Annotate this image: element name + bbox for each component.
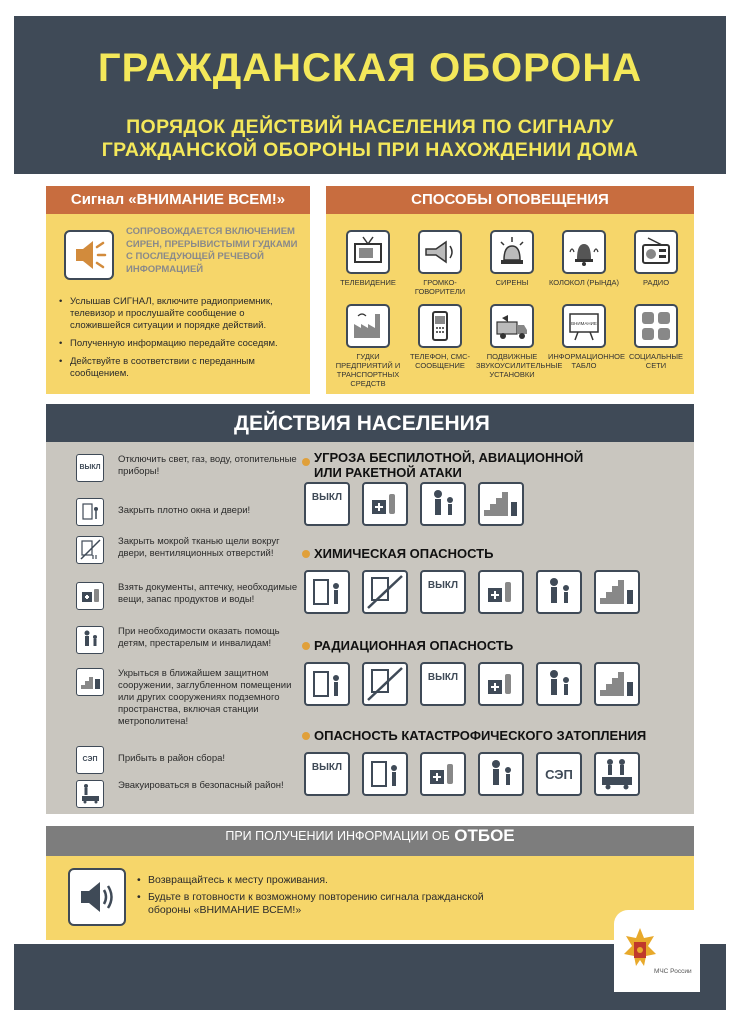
method-radio: [620, 230, 692, 287]
evacuation-icon: [594, 752, 640, 796]
shelter-icon: [594, 662, 640, 706]
threat-icons-flood: [304, 752, 640, 796]
social-icon: [634, 304, 678, 348]
radio-icon: [634, 230, 678, 274]
threat-icons-air-attack: [304, 482, 524, 526]
signal-title: Сигнал «ВНИМАНИЕ ВСЕМ!»: [46, 186, 310, 214]
wet-cloth-icon: [362, 570, 408, 614]
action-text: Закрыть плотно окна и двери!: [118, 505, 251, 516]
method-siren: [476, 230, 548, 287]
shelter-icon: [594, 570, 640, 614]
switch-off-icon: ВЫКЛ: [420, 570, 466, 614]
action-text: Отключить свет, газ, воду, отопительные приборы!: [118, 454, 297, 477]
loudspeaker-icon: [418, 230, 462, 274]
documents-kit-icon: [478, 570, 524, 614]
method-label: РАДИО: [642, 278, 670, 287]
method-social: [620, 304, 692, 370]
switch-off-icon: ВЫКЛ: [304, 482, 350, 526]
documents-kit-icon: [76, 582, 104, 610]
method-label: ГРОМКО-ГОВОРИТЕЛИ: [414, 278, 466, 296]
evacuation-icon: [76, 780, 104, 808]
list-item: • Будьте в готовности к возможному повторению сигнала гражданской обороны «ВНИМАНИЕ ВСЕМ!»: [134, 891, 494, 917]
method-phone: [404, 304, 476, 370]
method-factory: [332, 304, 404, 388]
threat-title-line: ИЛИ РАКЕТНОЙ АТАКИ: [314, 465, 462, 480]
speaker-icon: [64, 230, 114, 280]
list-item: • Действуйте в соответствии с переданным сообщением.: [56, 356, 306, 380]
help-people-icon: [478, 752, 524, 796]
help-people-icon: [536, 662, 582, 706]
page-title: ГРАЖДАНСКАЯ ОБОРОНА: [97, 46, 643, 90]
documents-kit-icon: [478, 662, 524, 706]
action-text: Укрыться в ближайшем защитном сооружении, заглубленном помещении или других сооружениях подземного пространства, включая станции метрополитена!: [118, 668, 292, 727]
switch-off-icon: ВЫКЛ: [304, 752, 350, 796]
factory-icon: [346, 304, 390, 348]
threat-marker: [302, 458, 310, 466]
shelter-icon: [478, 482, 524, 526]
list-item: • Услышав СИГНАЛ, включите радиоприемник, телевизор и прослушайте сообщение о сложившейся ситуации и порядке действий.: [56, 296, 306, 332]
method-label: КОЛОКОЛ (РЫНДА): [549, 278, 619, 287]
signal-instructions: [56, 296, 306, 386]
close-window-icon: [76, 498, 104, 526]
help-people-icon: [536, 570, 582, 614]
threat-icons-chemical: [304, 570, 640, 614]
threat-title-air-attack: [314, 450, 583, 480]
switch-off-icon: ВЫКЛ: [76, 454, 104, 482]
action-text: При необходимости оказать помощь детям, престарелым и инвалидам!: [118, 626, 280, 649]
all-clear-panel: [46, 856, 694, 940]
threat-title-radiation: [314, 638, 513, 653]
method-label: ТЕЛЕФОН, СМС-СООБЩЕНИЕ: [409, 352, 471, 370]
threat-marker: [302, 550, 310, 558]
method-label: ТЕЛЕВИДЕНИЕ: [340, 278, 396, 287]
method-tv: [332, 230, 404, 287]
actions-title: ДЕЙСТВИЯ НАСЕЛЕНИЯ: [234, 412, 490, 435]
action-text: Закрыть мокрой тканью щели вокруг двери, вентиляционных отверстий!: [118, 536, 280, 559]
bell-icon: [562, 230, 606, 274]
notification-methods-panel: [326, 186, 694, 394]
signal-note: СОПРОВОЖДАЕТСЯ ВКЛЮЧЕНИЕМ СИРЕН, ПРЕРЫВИСТЫМИ ГУДКАМИ С ПОСЛЕДУЮЩЕЙ РЕЧЕВОЙ ИНФОРМАЦИЕЙ: [126, 226, 298, 275]
threat-marker: [302, 642, 310, 650]
list-item: • Возвращайтесь к месту проживания.: [134, 874, 494, 887]
action-text: Прибыть в район сбора!: [118, 753, 226, 764]
all-clear-title-big: ОТБОЕ: [454, 826, 515, 845]
actions-panel: [46, 442, 694, 814]
documents-kit-icon: [362, 482, 408, 526]
method-truck: [476, 304, 563, 379]
truck-icon: [490, 304, 534, 348]
method-label: ПОДВИЖНЫЕ ЗВУКОУСИЛИТЕЛЬНЫЕ УСТАНОВКИ: [476, 352, 563, 379]
threat-title-chemical: [314, 546, 493, 561]
close-window-icon: [304, 662, 350, 706]
phone-icon: [418, 304, 462, 348]
sep-icon: СЭП: [536, 752, 582, 796]
threat-icons-radiation: [304, 662, 640, 706]
subtitle-line-2: ГРАЖДАНСКОЙ ОБОРОНЫ ПРИ НАХОЖДЕНИИ ДОМА: [101, 139, 639, 161]
board-text: ВНИМАНИЕ: [571, 321, 597, 326]
mchs-logo: [614, 910, 700, 992]
method-label: СОЦИАЛЬНЫЕ СЕТИ: [628, 352, 684, 370]
all-clear-instructions: [134, 874, 494, 921]
threat-title-flood: [314, 728, 646, 743]
actions-title-bar: [46, 404, 694, 442]
sep-icon: СЭП: [76, 746, 104, 774]
threat-title-line: УГРОЗА БЕСПИЛОТНОЙ, АВИАЦИОННОЙ: [314, 450, 584, 465]
help-people-icon: [420, 482, 466, 526]
speaker-icon: [68, 868, 126, 926]
subtitle-line-1: ПОРЯДОК ДЕЙСТВИЙ НАСЕЛЕНИЯ ПО СИГНАЛУ: [126, 116, 614, 138]
list-item: • Полученную информацию передайте соседям.: [56, 338, 306, 350]
method-label: ИНФОРМАЦИОННОЕ ТАБЛО: [548, 352, 625, 370]
documents-kit-icon: [420, 752, 466, 796]
page-subtitle: [14, 116, 726, 162]
method-bell: [548, 230, 620, 287]
help-people-icon: [76, 626, 104, 654]
logo-text: МЧС России: [654, 968, 692, 975]
threat-marker: [302, 732, 310, 740]
method-loudspeaker: [404, 230, 476, 296]
threat-title-line: ОПАСНОСТЬ КАТАСТРОФИЧЕСКОГО ЗАТОПЛЕНИЯ: [314, 728, 647, 743]
action-text: Взять документы, аптечку, необходимые вещи, запас продуктов и воды!: [118, 582, 298, 605]
switch-off-icon: ВЫКЛ: [420, 662, 466, 706]
shelter-icon: [76, 668, 104, 696]
tv-icon: [346, 230, 390, 274]
close-window-icon: [362, 752, 408, 796]
threat-title-line: РАДИАЦИОННАЯ ОПАСНОСТЬ: [314, 638, 514, 653]
siren-icon: [490, 230, 534, 274]
board-icon: [562, 304, 606, 348]
all-clear-title-bar: [46, 826, 694, 856]
all-clear-title-pre: ПРИ ПОЛУЧЕНИИ ИНФОРМАЦИИ ОБ: [225, 829, 450, 843]
wet-cloth-icon: [362, 662, 408, 706]
close-window-icon: [304, 570, 350, 614]
signal-panel: [46, 186, 310, 394]
methods-title: СПОСОБЫ ОПОВЕЩЕНИЯ: [326, 186, 694, 214]
threat-title-line: ХИМИЧЕСКАЯ ОПАСНОСТЬ: [314, 546, 494, 561]
action-text: Эвакуироваться в безопасный район!: [118, 780, 284, 791]
method-label: СИРЕНЫ: [495, 278, 529, 287]
method-label: ГУДКИ ПРЕДПРИЯТИЙ И ТРАНСПОРТНЫХ СРЕДСТВ: [335, 352, 401, 388]
header-banner: [14, 16, 726, 174]
wet-cloth-icon: [76, 536, 104, 564]
method-board: [548, 304, 625, 370]
